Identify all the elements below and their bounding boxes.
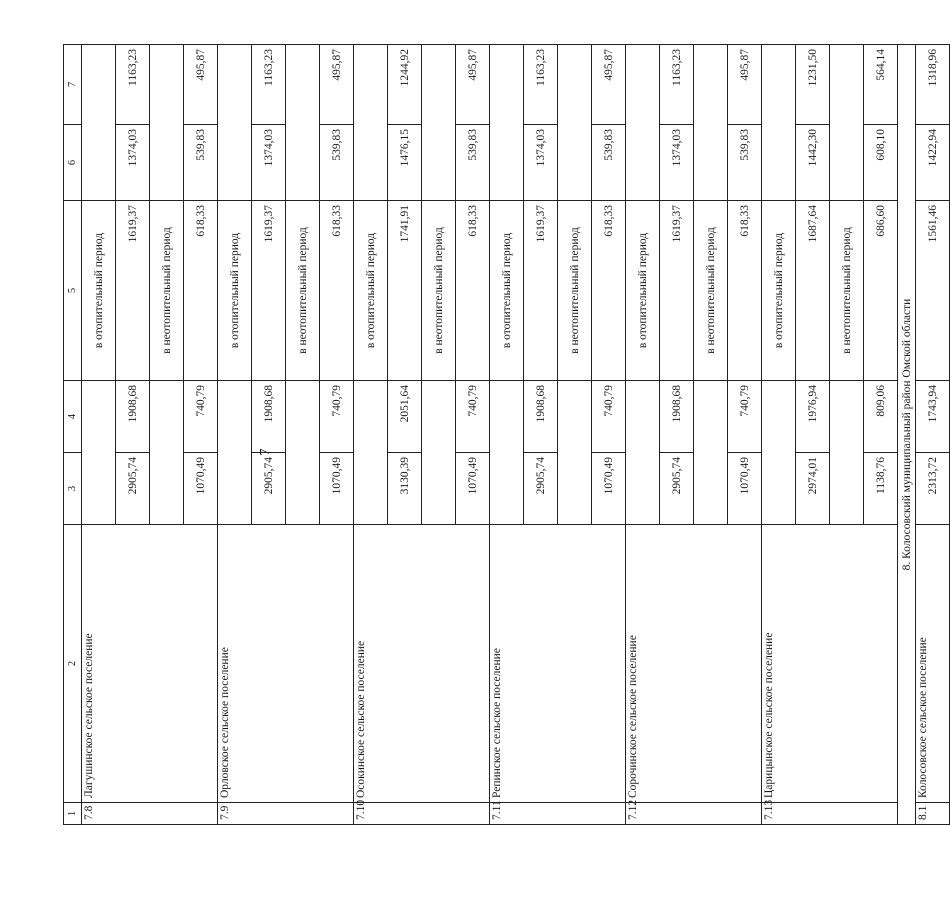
settlement-code: 7.11: [490, 803, 626, 825]
tariff-value: 495,87: [592, 45, 626, 125]
tariff-value: 495,87: [184, 45, 218, 125]
settlement-heating-note-row: [218, 45, 252, 825]
tariff-value: 539,83: [320, 125, 354, 201]
tariff-value: 2905,74: [116, 453, 150, 525]
tariff-value: 1244,92: [388, 45, 422, 125]
season-label: в неотопительный период: [422, 201, 456, 381]
tariff-value: 1138,76: [864, 453, 898, 525]
tariff-value: 1070,49: [456, 453, 490, 525]
tariff-value: 1619,37: [116, 201, 150, 381]
settlement-code: 7.8: [82, 803, 218, 825]
empty-cell: [150, 45, 184, 201]
settlement-name: Лагушинское сельское поселение: [82, 525, 218, 803]
season-label: в отопительный период: [218, 201, 252, 381]
settlement-heating-note-row: [490, 45, 524, 825]
tariff-value: 1476,15: [388, 125, 422, 201]
column-number: 3: [64, 453, 82, 525]
empty-cell: [490, 45, 524, 201]
tariff-value: 1070,49: [184, 453, 218, 525]
tariff-value: 2905,74: [252, 453, 286, 525]
season-label: в отопительный период: [626, 201, 660, 381]
tariff-value: 1908,68: [252, 381, 286, 453]
tariff-value: 740,79: [456, 381, 490, 453]
tariff-value: 539,83: [184, 125, 218, 201]
tariff-value: 1619,37: [252, 201, 286, 381]
empty-cell: [694, 45, 728, 201]
empty-cell: [626, 381, 660, 525]
empty-cell: [762, 45, 796, 201]
settlement-heating-note-row: [626, 45, 660, 825]
tariff-value: 1374,03: [660, 125, 694, 201]
season-label: в отопительный период: [82, 201, 116, 381]
tariff-value: 1374,03: [524, 125, 558, 201]
tariff-value: 495,87: [456, 45, 490, 125]
season-label: в неотопительный период: [150, 201, 184, 381]
tariff-value: 1687,64: [796, 201, 830, 381]
settlement-code: 7.9: [218, 803, 354, 825]
settlement-name: Царицынское сельское поселение: [762, 525, 898, 803]
empty-cell: [82, 45, 116, 201]
tariff-value: 1561,46: [916, 201, 950, 381]
season-label: в неотопительный период: [694, 201, 728, 381]
tariff-value: 618,33: [592, 201, 626, 381]
settlement-code: 8.1: [916, 803, 950, 825]
season-label: в отопительный период: [490, 201, 524, 381]
empty-cell: [150, 381, 184, 525]
tariff-value: 2905,74: [660, 453, 694, 525]
tariff-value: 1422,94: [916, 125, 950, 201]
settlement-name: Осокинское сельское поселение: [354, 525, 490, 803]
tariff-value: 1442,30: [796, 125, 830, 201]
tariff-value: 1908,68: [660, 381, 694, 453]
tariff-value: 686,60: [864, 201, 898, 381]
tariff-value: 618,33: [184, 201, 218, 381]
column-number: 4: [64, 381, 82, 453]
tariff-value: 1163,23: [252, 45, 286, 125]
page-number: 7: [258, 448, 273, 456]
empty-cell: [286, 381, 320, 525]
tariff-value: 1619,37: [524, 201, 558, 381]
tariff-value: 740,79: [728, 381, 762, 453]
empty-cell: [558, 45, 592, 201]
tariff-value: 2974,01: [796, 453, 830, 525]
empty-cell: [422, 45, 456, 201]
column-number: 6: [64, 125, 82, 201]
tariff-value: 539,83: [592, 125, 626, 201]
empty-cell: [490, 381, 524, 525]
empty-cell: [354, 45, 388, 201]
tariff-value: 618,33: [456, 201, 490, 381]
column-number: 7: [64, 45, 82, 125]
settlement-code: 7.13: [762, 803, 898, 825]
column-number: 1: [64, 803, 82, 825]
empty-cell: [558, 381, 592, 525]
empty-cell: [354, 381, 388, 525]
season-label: в неотопительный период: [830, 201, 864, 381]
empty-cell: [218, 45, 252, 201]
tariff-value: 618,33: [728, 201, 762, 381]
tariff-value: 1231,50: [796, 45, 830, 125]
tariff-value: 1374,03: [252, 125, 286, 201]
settlement-name: Орловское сельское поселение: [218, 525, 354, 803]
season-label: в отопительный период: [354, 201, 388, 381]
tariff-value: 1741,91: [388, 201, 422, 381]
tariff-value: 608,10: [864, 125, 898, 201]
tariff-value: 2051,64: [388, 381, 422, 453]
settlement-name: Сорочинское сельское поселение: [626, 525, 762, 803]
tariff-value: 1908,68: [524, 381, 558, 453]
season-label: в отопительный период: [762, 201, 796, 381]
tariff-value: 740,79: [320, 381, 354, 453]
empty-cell: [82, 381, 116, 525]
empty-cell: [830, 45, 864, 201]
tariff-value: 1070,49: [728, 453, 762, 525]
column-numbers-row: [64, 45, 82, 825]
tariff-value: 1908,68: [116, 381, 150, 453]
empty-cell: [694, 381, 728, 525]
tariff-value: 2905,74: [524, 453, 558, 525]
tariff-value: 809,06: [864, 381, 898, 453]
tariff-table-body: [64, 45, 950, 825]
empty-cell: [422, 381, 456, 525]
settlement-code: 7.12: [626, 803, 762, 825]
settlement-row: [916, 45, 950, 825]
tariff-value: 1743,94: [916, 381, 950, 453]
empty-cell: [830, 381, 864, 525]
section-heading-row: [898, 45, 916, 825]
column-number: 5: [64, 201, 82, 381]
section-title: 8. Колосовский муниципальный район Омской области: [898, 45, 916, 825]
tariff-value: 618,33: [320, 201, 354, 381]
tariff-value: 1163,23: [116, 45, 150, 125]
settlement-code: 7.10: [354, 803, 490, 825]
tariff-value: 1374,03: [116, 125, 150, 201]
settlement-name: Репинское сельское поселение: [490, 525, 626, 803]
tariff-value: 539,83: [728, 125, 762, 201]
tariff-value: 564,14: [864, 45, 898, 125]
tariff-value: 1163,23: [660, 45, 694, 125]
tariff-value: 1070,49: [592, 453, 626, 525]
tariff-value: 495,87: [728, 45, 762, 125]
tariff-value: 1976,94: [796, 381, 830, 453]
tariff-table-container: [63, 45, 939, 825]
column-number: 2: [64, 525, 82, 803]
empty-cell: [286, 45, 320, 201]
empty-cell: [626, 45, 660, 201]
tariff-value: 1070,49: [320, 453, 354, 525]
settlement-name: Колосовское сельское поселение: [916, 525, 950, 803]
empty-cell: [762, 381, 796, 525]
tariff-value: 1619,37: [660, 201, 694, 381]
tariff-value: 740,79: [592, 381, 626, 453]
season-label: в неотопительный период: [286, 201, 320, 381]
settlement-heating-note-row: [762, 45, 796, 825]
tariff-table: [63, 44, 950, 825]
tariff-value: 740,79: [184, 381, 218, 453]
tariff-value: 1318,96: [916, 45, 950, 125]
tariff-value: 3130,39: [388, 453, 422, 525]
settlement-heating-note-row: [354, 45, 388, 825]
settlement-heating-note-row: [82, 45, 116, 825]
tariff-value: 539,83: [456, 125, 490, 201]
tariff-value: 1163,23: [524, 45, 558, 125]
season-label: в неотопительный период: [558, 201, 592, 381]
tariff-value: 2313,72: [916, 453, 950, 525]
tariff-value: 495,87: [320, 45, 354, 125]
empty-cell: [218, 381, 252, 525]
